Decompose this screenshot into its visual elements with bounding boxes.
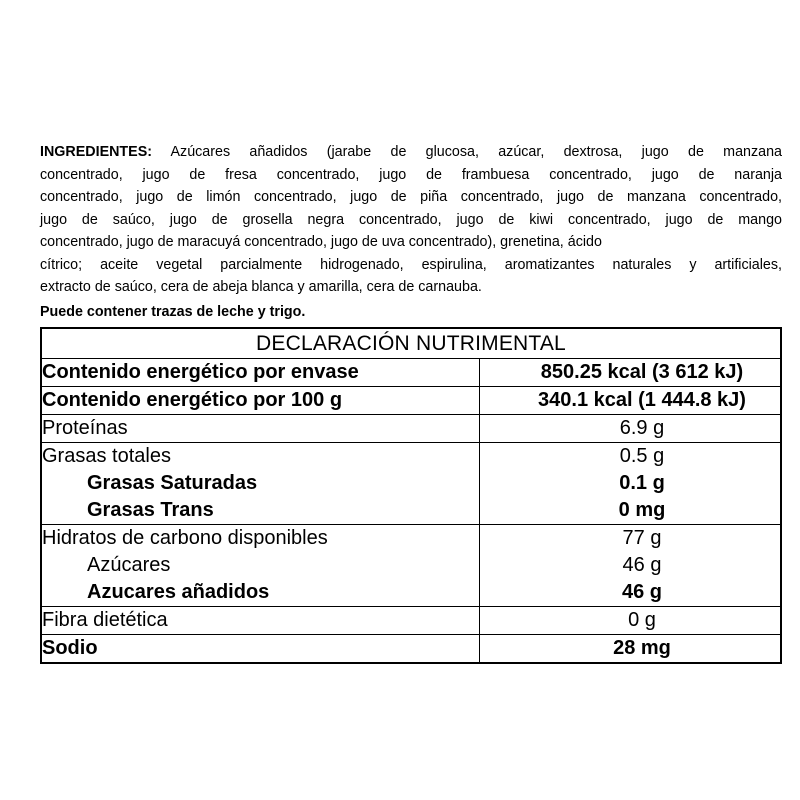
- table-row: [41, 387, 781, 415]
- nutrition-table: [40, 327, 782, 664]
- row-label-saturated-fat: Grasas Saturadas: [41, 470, 480, 497]
- row-value-energy-100g: [480, 387, 782, 415]
- table-row: [41, 497, 781, 525]
- row-value-trans-fat: [480, 497, 782, 525]
- ingredients-line-4: jugo de saúco, jugo de grosella negra concentrado, jugo de kiwi concentrado, jugo de mango: [40, 211, 782, 228]
- row-value-energy-package: [480, 359, 782, 387]
- table-row: [41, 552, 781, 579]
- ingredients-line-7: extracto de saúco, cera de abeja blanca y amarilla, cera de carnauba.: [40, 279, 482, 295]
- row-value-saturated-fat: [480, 470, 782, 497]
- row-label-added-sugars: Azucares añadidos: [41, 579, 480, 607]
- value-text: 6.9 g: [619, 417, 665, 439]
- value-text: 46 g: [622, 554, 662, 576]
- ingredients-line-6: cítrico; aceite vegetal parcialmente hidrogenado, espirulina, aromatizantes naturales y artificiales,: [40, 256, 782, 273]
- row-label-trans-fat: Grasas Trans: [41, 497, 480, 525]
- table-row: [41, 470, 781, 497]
- nutrition-title: DECLARACIÓN NUTRIMENTAL: [41, 328, 781, 359]
- value-text: 46 g: [621, 581, 663, 603]
- row-value-total-fat: [480, 443, 782, 471]
- row-label-sodium: Sodio: [41, 635, 480, 664]
- row-label-sugars: Azúcares: [41, 552, 480, 579]
- row-label-energy-package: Contenido energético por envase: [41, 359, 480, 387]
- row-value-added-sugars: [480, 579, 782, 607]
- table-row: [41, 525, 781, 553]
- ingredients-line-3: concentrado, jugo de limón concentrado, jugo de piña concentrado, jugo de manzana concentrado,: [40, 189, 782, 205]
- allergen-warning: Puede contener trazas de leche y trigo.: [40, 304, 306, 320]
- ingredients-paragraph: [40, 141, 782, 299]
- row-label-carbohydrates: Hidratos de carbono disponibles: [41, 525, 480, 553]
- row-value-fiber: [480, 607, 782, 635]
- row-label-fiber: Fibra dietética: [41, 607, 480, 635]
- ingredients-line-2: concentrado, jugo de fresa concentrado, jugo de frambuesa concentrado, jugo de naranja: [40, 166, 782, 183]
- row-value-sodium: [480, 635, 782, 664]
- value-text: 850.25 kcal (3 612 kJ): [540, 361, 744, 383]
- row-value-carbohydrates: [480, 525, 782, 553]
- value-text: 28 mg: [613, 637, 671, 659]
- row-label-total-fat: Grasas totales: [41, 443, 480, 471]
- ingredients-line-1: [40, 141, 782, 164]
- ingredients-label: INGREDIENTES:: [40, 144, 153, 160]
- ingredients-text-1: Azúcares añadidos (jarabe de glucosa, azúcar, dextrosa, jugo de manzana: [170, 144, 782, 160]
- ingredients-line-5: concentrado, jugo de maracuyá concentrado, jugo de uva concentrado), grenetina, ácido: [40, 234, 602, 250]
- value-text: 0.1 g: [619, 472, 665, 494]
- table-row: [41, 359, 781, 387]
- table-row: [41, 635, 781, 664]
- value-text: 340.1 kcal (1 444.8 kJ): [538, 389, 746, 411]
- value-text: 0.5 g: [619, 445, 665, 467]
- value-text: 0 g: [628, 609, 656, 631]
- row-label-energy-100g: Contenido energético por 100 g: [41, 387, 480, 415]
- value-text: 77 g: [622, 527, 662, 549]
- value-text: 0 mg: [618, 499, 666, 521]
- table-row: [41, 607, 781, 635]
- table-row: [41, 579, 781, 607]
- row-value-proteins: [480, 415, 782, 443]
- row-value-sugars: [480, 552, 782, 579]
- table-row: [41, 415, 781, 443]
- table-row: [41, 443, 781, 471]
- nutrition-title-row: [41, 328, 781, 359]
- row-label-proteins: Proteínas: [41, 415, 480, 443]
